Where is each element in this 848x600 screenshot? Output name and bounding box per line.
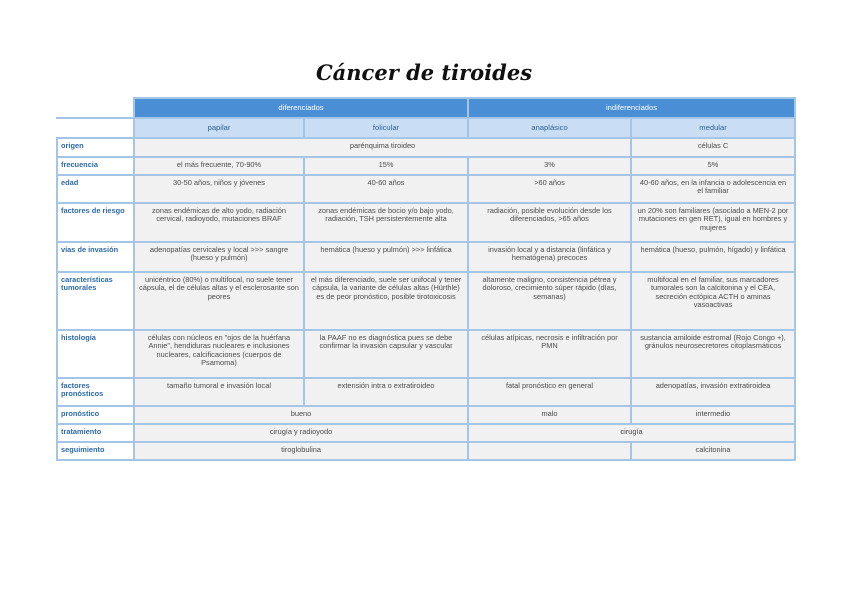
row-label-origen: origen [57, 138, 134, 157]
row-label-caracteristicas: características tumorales [57, 272, 134, 330]
cell-vias-papilar: adenopatías cervicales y local >>> sangre (hueso y pulmón) [134, 242, 304, 272]
cell-histo-folicular: la PAAF no es diagnóstica pues se debe confirmar la invasión capsular y vascular [304, 330, 468, 378]
cell-vias-anaplasico: invasión local y a distancia (linfática y hematógena) precoces [468, 242, 631, 272]
cell-pronostico-medular: intermedio [631, 406, 795, 424]
cell-edad-papilar: 30-50 años, niños y jóvenes [134, 175, 304, 203]
cell-vias-medular: hemática (hueso, pulmón, hígado) y linfática [631, 242, 795, 272]
cell-edad-anaplasico: >60 años [468, 175, 631, 203]
table-row [57, 424, 795, 442]
table-row [57, 242, 795, 272]
row-label-vias-invasion: vías de invasión [57, 242, 134, 272]
corner-cell [57, 118, 134, 138]
cell-caract-papilar: unicéntrico (80%) o multifocal, no suele tener cápsula, el de células altas y el esclerosante son peores [134, 272, 304, 330]
thyroid-cancer-table [56, 97, 796, 461]
row-label-pronostico: pronóstico [57, 406, 134, 424]
corner-cell [57, 98, 134, 118]
cell-pronostico-anaplasico: malo [468, 406, 631, 424]
cell-vias-folicular: hemática (hueso y pulmón) >>> linfática [304, 242, 468, 272]
cell-frecuencia-anaplasico: 3% [468, 157, 631, 175]
cell-riesgo-papilar: zonas endémicas de alto yodo, radiación cervical, radioyodo, mutaciones BRAF [134, 203, 304, 242]
cell-seguimiento-diferenciados: tiroglobulina [134, 442, 468, 460]
cell-caract-medular: multifocal en el familiar, sus marcadores tumorales son la calcitonina y el CEA, secreción ectópica ACTH o aminas vasoactivas [631, 272, 795, 330]
cell-riesgo-medular: un 20% son familiares (asociado a MEN-2 por mutaciones en gen RET), igual en hombres y mujeres [631, 203, 795, 242]
cell-fpron-papilar: tamaño tumoral e invasión local [134, 378, 304, 406]
cell-frecuencia-papilar: el más frecuente, 70-90% [134, 157, 304, 175]
column-header-folicular: folicular [304, 118, 468, 138]
cell-origen-diferenciados: parénquima tiroideo [134, 138, 631, 157]
table-row [57, 175, 795, 203]
cell-histo-papilar: células con núcleos en "ojos de la huérfana Annie", hendiduras nucleares e inclusiones nucleares, calcificaciones (cuerpos de Psamoma) [134, 330, 304, 378]
cell-tratamiento-diferenciados: cirugía y radioyodo [134, 424, 468, 442]
table-row [57, 406, 795, 424]
row-label-seguimiento: seguimiento [57, 442, 134, 460]
column-header-anaplasico: anaplásico [468, 118, 631, 138]
cell-caract-folicular: el más diferenciado, suele ser unifocal y tener cápsula, la variante de células altas (Hürthle) es de peor pronóstico, posible tirotoxicosis [304, 272, 468, 330]
cell-fpron-anaplasico: fatal pronóstico en general [468, 378, 631, 406]
table-row [57, 442, 795, 460]
cell-riesgo-anaplasico: radiación, posible evolución desde los diferenciados, >65 años [468, 203, 631, 242]
table-row [57, 138, 795, 157]
cell-seguimiento-medular: calcitonina [631, 442, 795, 460]
cell-histo-anaplasico: células atípicas, necrosis e infiltración por PMN [468, 330, 631, 378]
group-header-indiferenciados: indiferenciados [468, 98, 795, 118]
column-header-medular: medular [631, 118, 795, 138]
cell-histo-medular: sustancia amiloide estromal (Rojo Congo +), gránulos neurosecretores citoplasmáticos [631, 330, 795, 378]
table-row [57, 157, 795, 175]
row-label-frecuencia: frecuencia [57, 157, 134, 175]
table-row [57, 330, 795, 378]
table-row [57, 378, 795, 406]
cell-fpron-folicular: extensión intra o extratiroideo [304, 378, 468, 406]
cell-caract-anaplasico: altamente maligno, consistencia pétrea y doloroso, crecimiento súper rápido (días, semanas) [468, 272, 631, 330]
cell-origen-medular: células C [631, 138, 795, 157]
column-header-row [57, 118, 795, 138]
cell-edad-folicular: 40-60 años [304, 175, 468, 203]
row-label-tratamiento: tratamiento [57, 424, 134, 442]
table-row [57, 272, 795, 330]
cell-seguimiento-anaplasico [468, 442, 631, 460]
cell-frecuencia-medular: 5% [631, 157, 795, 175]
row-label-factores-pronosticos: factores pronósticos [57, 378, 134, 406]
row-label-edad: edad [57, 175, 134, 203]
group-header-diferenciados: diferenciados [134, 98, 468, 118]
row-label-histologia: histología [57, 330, 134, 378]
cell-frecuencia-folicular: 15% [304, 157, 468, 175]
group-header-row [57, 98, 795, 118]
column-header-papilar: papilar [134, 118, 304, 138]
cell-edad-medular: 40-60 años, en la infancia o adolescencia en el familiar [631, 175, 795, 203]
cell-fpron-medular: adenopatías, invasión extratiroidea [631, 378, 795, 406]
page-title: Cáncer de tiroides [315, 60, 533, 85]
cell-riesgo-folicular: zonas endémicas de bocio y/o bajo yodo, radiación, TSH persistentemente alta [304, 203, 468, 242]
table-row [57, 203, 795, 242]
cell-tratamiento-indiferenciados: cirugía [468, 424, 795, 442]
row-label-factores-riesgo: factores de riesgo [57, 203, 134, 242]
cell-pronostico-diferenciados: bueno [134, 406, 468, 424]
